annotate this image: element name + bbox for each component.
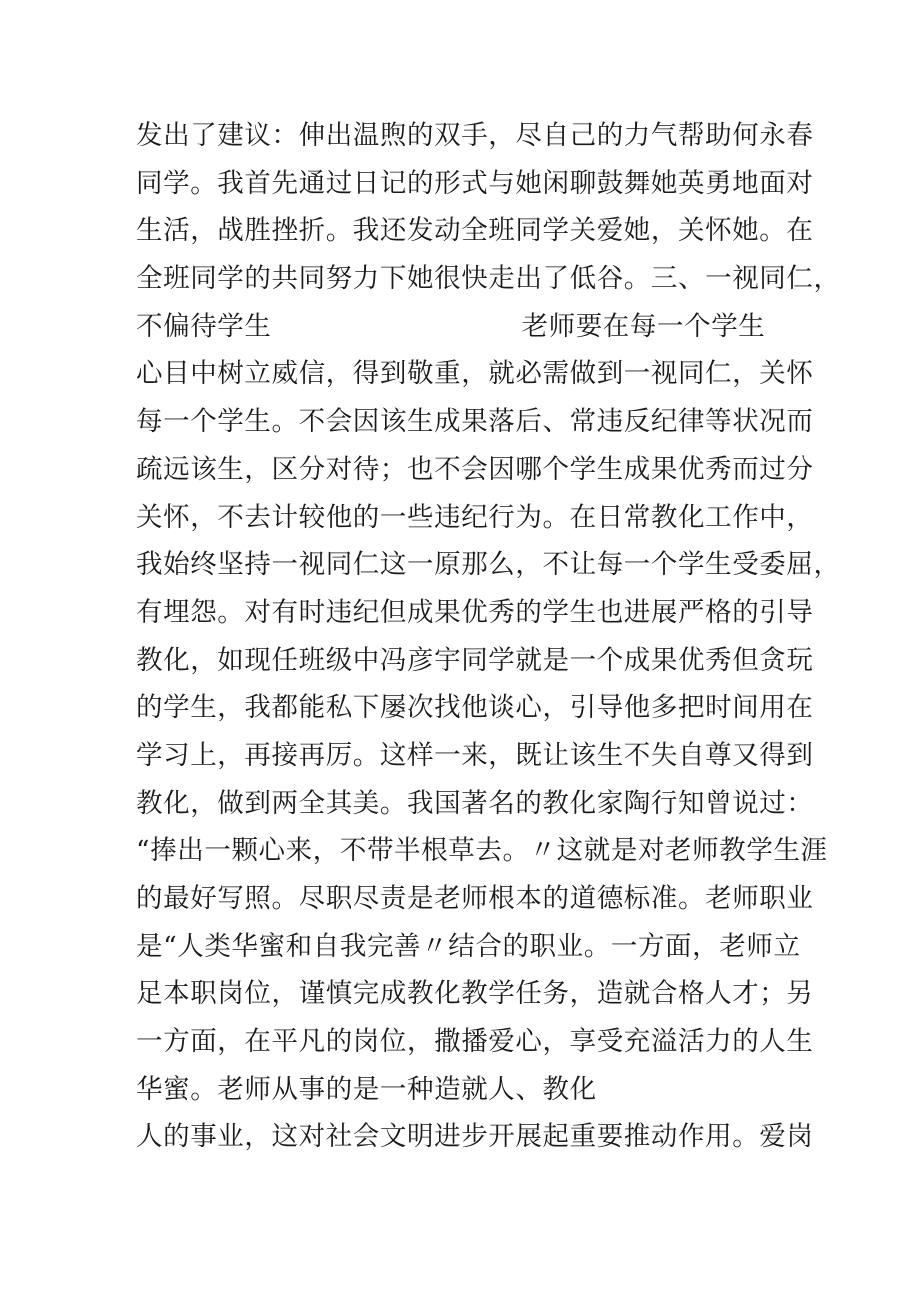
text-line-left: 不偏待学生: [136, 310, 272, 342]
text-line-right: 老师要在每一个学生: [521, 310, 766, 342]
text-line: 华蜜。老师从事的是一种造就人、教化: [136, 1073, 597, 1105]
text-line: 关怀，不去计较他的一些违纪行为。在日常教化工作中，: [136, 501, 814, 533]
text-line: 足本职岗位，谨慎完成教化教学任务，造就合格人才；另: [136, 978, 814, 1010]
text-line: “捧出一颗心来，不带半根草去。〃这就是对老师教学生涯: [136, 835, 828, 867]
text-line: 我始终坚持一视同仁这一原那么，不让每一个学生受委屈，: [136, 549, 841, 581]
text-line: 人的事业，这对社会文明进步开展起重要推动作用。爱岗: [136, 1121, 814, 1153]
text-line: 生活，战胜挫折。我还发动全班同学关爱她，关怀她。在: [136, 215, 814, 247]
text-line: 一方面，在平凡的岗位，撒播爱心，享受充溢活力的人生: [136, 1026, 814, 1058]
text-line: 是“人类华蜜和自我完善〃结合的职业。一方面，老师立: [136, 930, 801, 962]
text-line: 教化，做到两全其美。我国著名的教化家陶行知曾说过：: [136, 787, 814, 819]
text-line: 有埋怨。对有时违纪但成果优秀的学生也进展严格的引导: [136, 596, 814, 628]
text-line: 发出了建议：伸出温煦的双手，尽自己的力气帮助何永春: [136, 120, 814, 151]
text-line: 的最好写照。尽职尽责是老师根本的道德标准。老师职业: [136, 883, 814, 914]
text-line: 全班同学的共同努力下她很快走出了低谷。三、一视同仁，: [136, 263, 841, 295]
text-line: 心目中树立威信，得到敬重，就必需做到一视同仁，关怀: [136, 358, 814, 390]
text-line: 的学生，我都能私下屡次找他谈心，引导他多把时间用在: [136, 692, 814, 724]
text-line: 学习上，再接再厉。这样一来，既让该生不失自尊又得到: [136, 739, 814, 771]
text-line: 每一个学生。不会因该生成果落后、常违反纪律等状况而: [136, 406, 814, 438]
body-text: [136, 112, 841, 1161]
text-line: 同学。我首先通过日记的形式与她闲聊鼓舞她英勇地面对: [136, 167, 814, 199]
text-line: 疏远该生，区分对待；也不会因哪个学生成果优秀而过分: [136, 453, 814, 485]
text-line: 教化，如现任班级中冯彦宇同学就是一个成果优秀但贪玩: [136, 644, 814, 676]
text-line-split: [136, 303, 796, 351]
